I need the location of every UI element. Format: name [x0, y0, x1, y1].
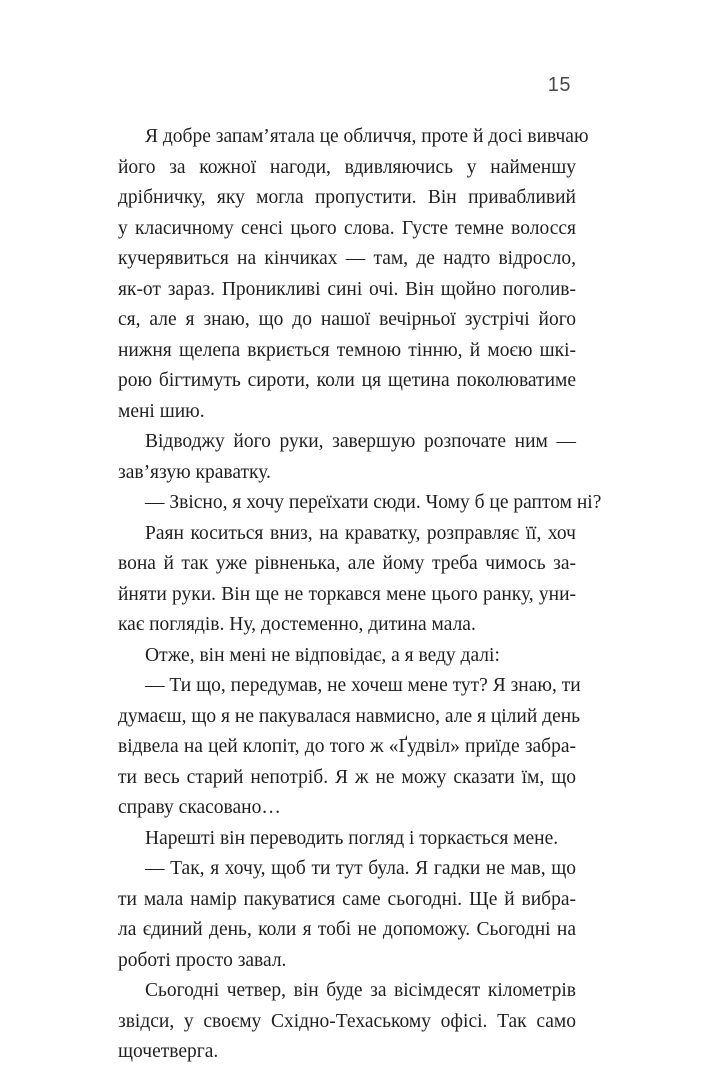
text-line: у класичному сенсі цього слова. Густе темне волосся — [118, 217, 576, 239]
text-line: вона й так уже рівненька, але йому треба чимось за- — [118, 553, 576, 574]
text-line: — Ти що, передумав, не хочеш мене тут? Я знаю, ти — [145, 675, 581, 696]
text-line: його за кожної нагоди, вдивляючись у найменшу — [118, 156, 576, 178]
paragraph — [118, 854, 576, 976]
text-line: Сьогодні четвер, він буде за вісімдесят кілометрів — [145, 980, 576, 1001]
paragraph — [118, 122, 589, 427]
text-line: Відводжу його руки, завершую розпочате ним — — [145, 431, 576, 452]
text-line: ла єдиний день, коли я тобі не допоможу. Сьогодні на — [118, 919, 576, 940]
text-line: як-от зараз. Проникливі сині очі. Він щойно поголив- — [118, 278, 576, 300]
text-line: йняти руки. Він ще не торкався мене цього ранку, уни- — [118, 583, 576, 605]
text-line: Раян коситься вниз, на краватку, розправляє її, хоч — [145, 522, 576, 544]
paragraph — [118, 824, 576, 855]
text-line: нижня щелепа вкриється темною тінню, й моєю шкі- — [118, 339, 576, 361]
paragraph — [118, 671, 581, 824]
text-line: звідси, у своєму Східно-Техаському офісі. Так само — [118, 1010, 576, 1032]
text-line: кучерявиться на кінчиках — там, де надто відросло, — [118, 248, 576, 269]
text-line: думаєш, що я не пакувалася навмисно, але я цілий день — [118, 705, 581, 727]
text-line: ти весь старий непотріб. Я ж не можу сказати їм, що — [118, 766, 576, 788]
body-text — [118, 122, 602, 1068]
paragraph — [118, 427, 576, 488]
text-line: кає поглядів. Ну, достеменно, дитина мала. — [118, 614, 476, 635]
paragraph — [118, 519, 576, 641]
text-line: — Звісно, я хочу переїхати сюди. Чому б це раптом ні? — [145, 492, 602, 513]
text-line: дрібничку, яку могла пропустити. Він привабливий — [118, 187, 576, 208]
text-line: щочетверга. — [118, 1041, 219, 1062]
text-line: ти мала намір пакуватися саме сьогодні. Ще й вибра- — [118, 888, 576, 910]
text-line: мені шию. — [118, 400, 205, 422]
text-line: — Так, я хочу, щоб ти тут була. Я гадки не мав, що — [145, 858, 576, 879]
paragraph — [118, 976, 576, 1068]
text-line: відвела на цей клопіт, до того ж «Ґудвіл» приїде забра- — [118, 736, 576, 757]
page-number: 15 — [547, 74, 571, 96]
text-line: справу скасовано… — [118, 797, 281, 818]
text-line: зав’язую краватку. — [118, 461, 271, 483]
text-line: Отже, він мені не відповідає, а я веду далі: — [145, 644, 500, 666]
text-line: ся, але я знаю, що до нашої вечірньої зустрічі його — [118, 309, 576, 330]
paragraph — [118, 641, 576, 672]
text-line: роботі просто завал. — [118, 949, 287, 971]
paragraph — [118, 488, 602, 519]
text-line: рою бігтимуть сироти, коли ця щетина поколюватиме — [118, 370, 576, 391]
text-line: Я добре запам’ятала це обличчя, проте й досі вивчаю — [145, 126, 589, 147]
text-line: Нарешті він переводить погляд і торкається мене. — [145, 827, 559, 849]
